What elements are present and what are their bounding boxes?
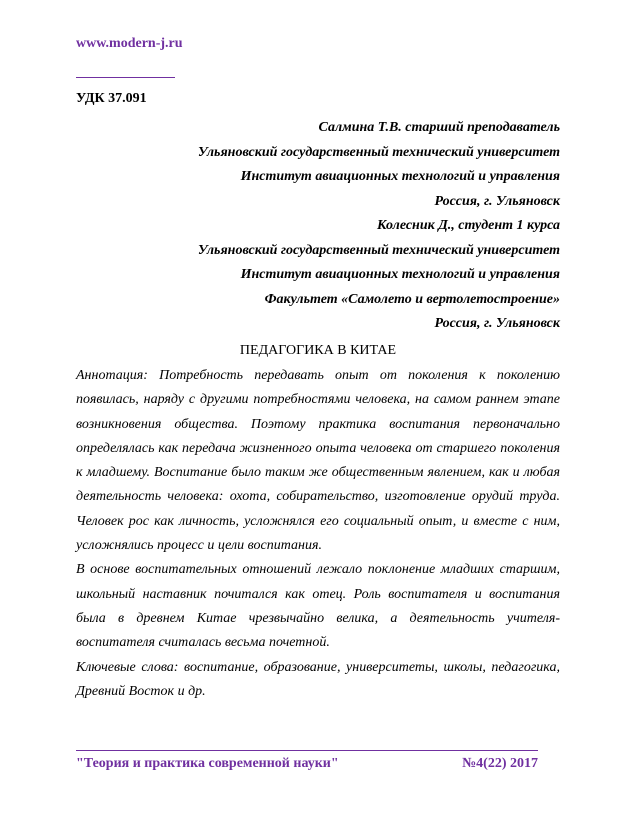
- footer-divider: [76, 750, 538, 751]
- site-url: www.modern-j.ru: [76, 36, 183, 51]
- affiliation-faculty: Факультет «Самолето и вертолетостроение»: [264, 291, 560, 307]
- affiliation-institute: Институт авиационных технологий и управления: [240, 267, 560, 282]
- article-body: [76, 364, 560, 704]
- annotation-paragraph: Аннотация: Потребность передавать опыт от поколения к поколению появилась, наряду с другими потребностями человека, на самом раннем этапе возникновения общества. Поэтому практика воспитания первоначально определялась как передача жизненного опыта человека от старшего поколения к младшему. Воспитание было таким же общественным явлением, как и любая деятельность человека: охота, собирательство, изготовление орудий труда. Человек рос как личность, усложнялся его социальный опыт, и вместе с ним, усложнялись процесс и цели воспитания.: [76, 368, 560, 554]
- issue-number: №4(22) 2017: [462, 756, 538, 771]
- affiliation-location: Россия, г. Ульяновск: [434, 193, 560, 209]
- author-kolesnik: Колесник Д., студент 1 курса: [377, 218, 560, 233]
- author-salmina: Салмина Т.В. старший преподаватель: [318, 120, 560, 135]
- affiliation-institute: Институт авиационных технологий и управления: [240, 169, 560, 184]
- journal-name: "Теория и практика современной науки": [76, 756, 339, 771]
- page-footer: [76, 756, 538, 772]
- article-title: ПЕДАГОГИКА В КИТАЕ: [239, 343, 397, 358]
- body-paragraph: В основе воспитательных отношений лежало поклонение младших старшим, школьный наставник почитался как отец. Роль воспитателя и воспитания была в древнем Китае чрезвычайно велика, а деятельность учителя-воспитателя считалась весьма почетной.: [76, 562, 560, 651]
- header-divider: [76, 77, 175, 78]
- affiliation-university: Ульяновский государственный технический университет: [197, 242, 560, 258]
- udk-code: УДК 37.091: [76, 91, 147, 106]
- affiliation-university: Ульяновский государственный технический университет: [197, 144, 560, 160]
- affiliation-location: Россия, г. Ульяновск: [434, 316, 560, 331]
- author-affiliations: [76, 116, 560, 337]
- keywords-paragraph: Ключевые слова: воспитание, образование, университеты, школы, педагогика, Древний Восток и др.: [76, 659, 560, 699]
